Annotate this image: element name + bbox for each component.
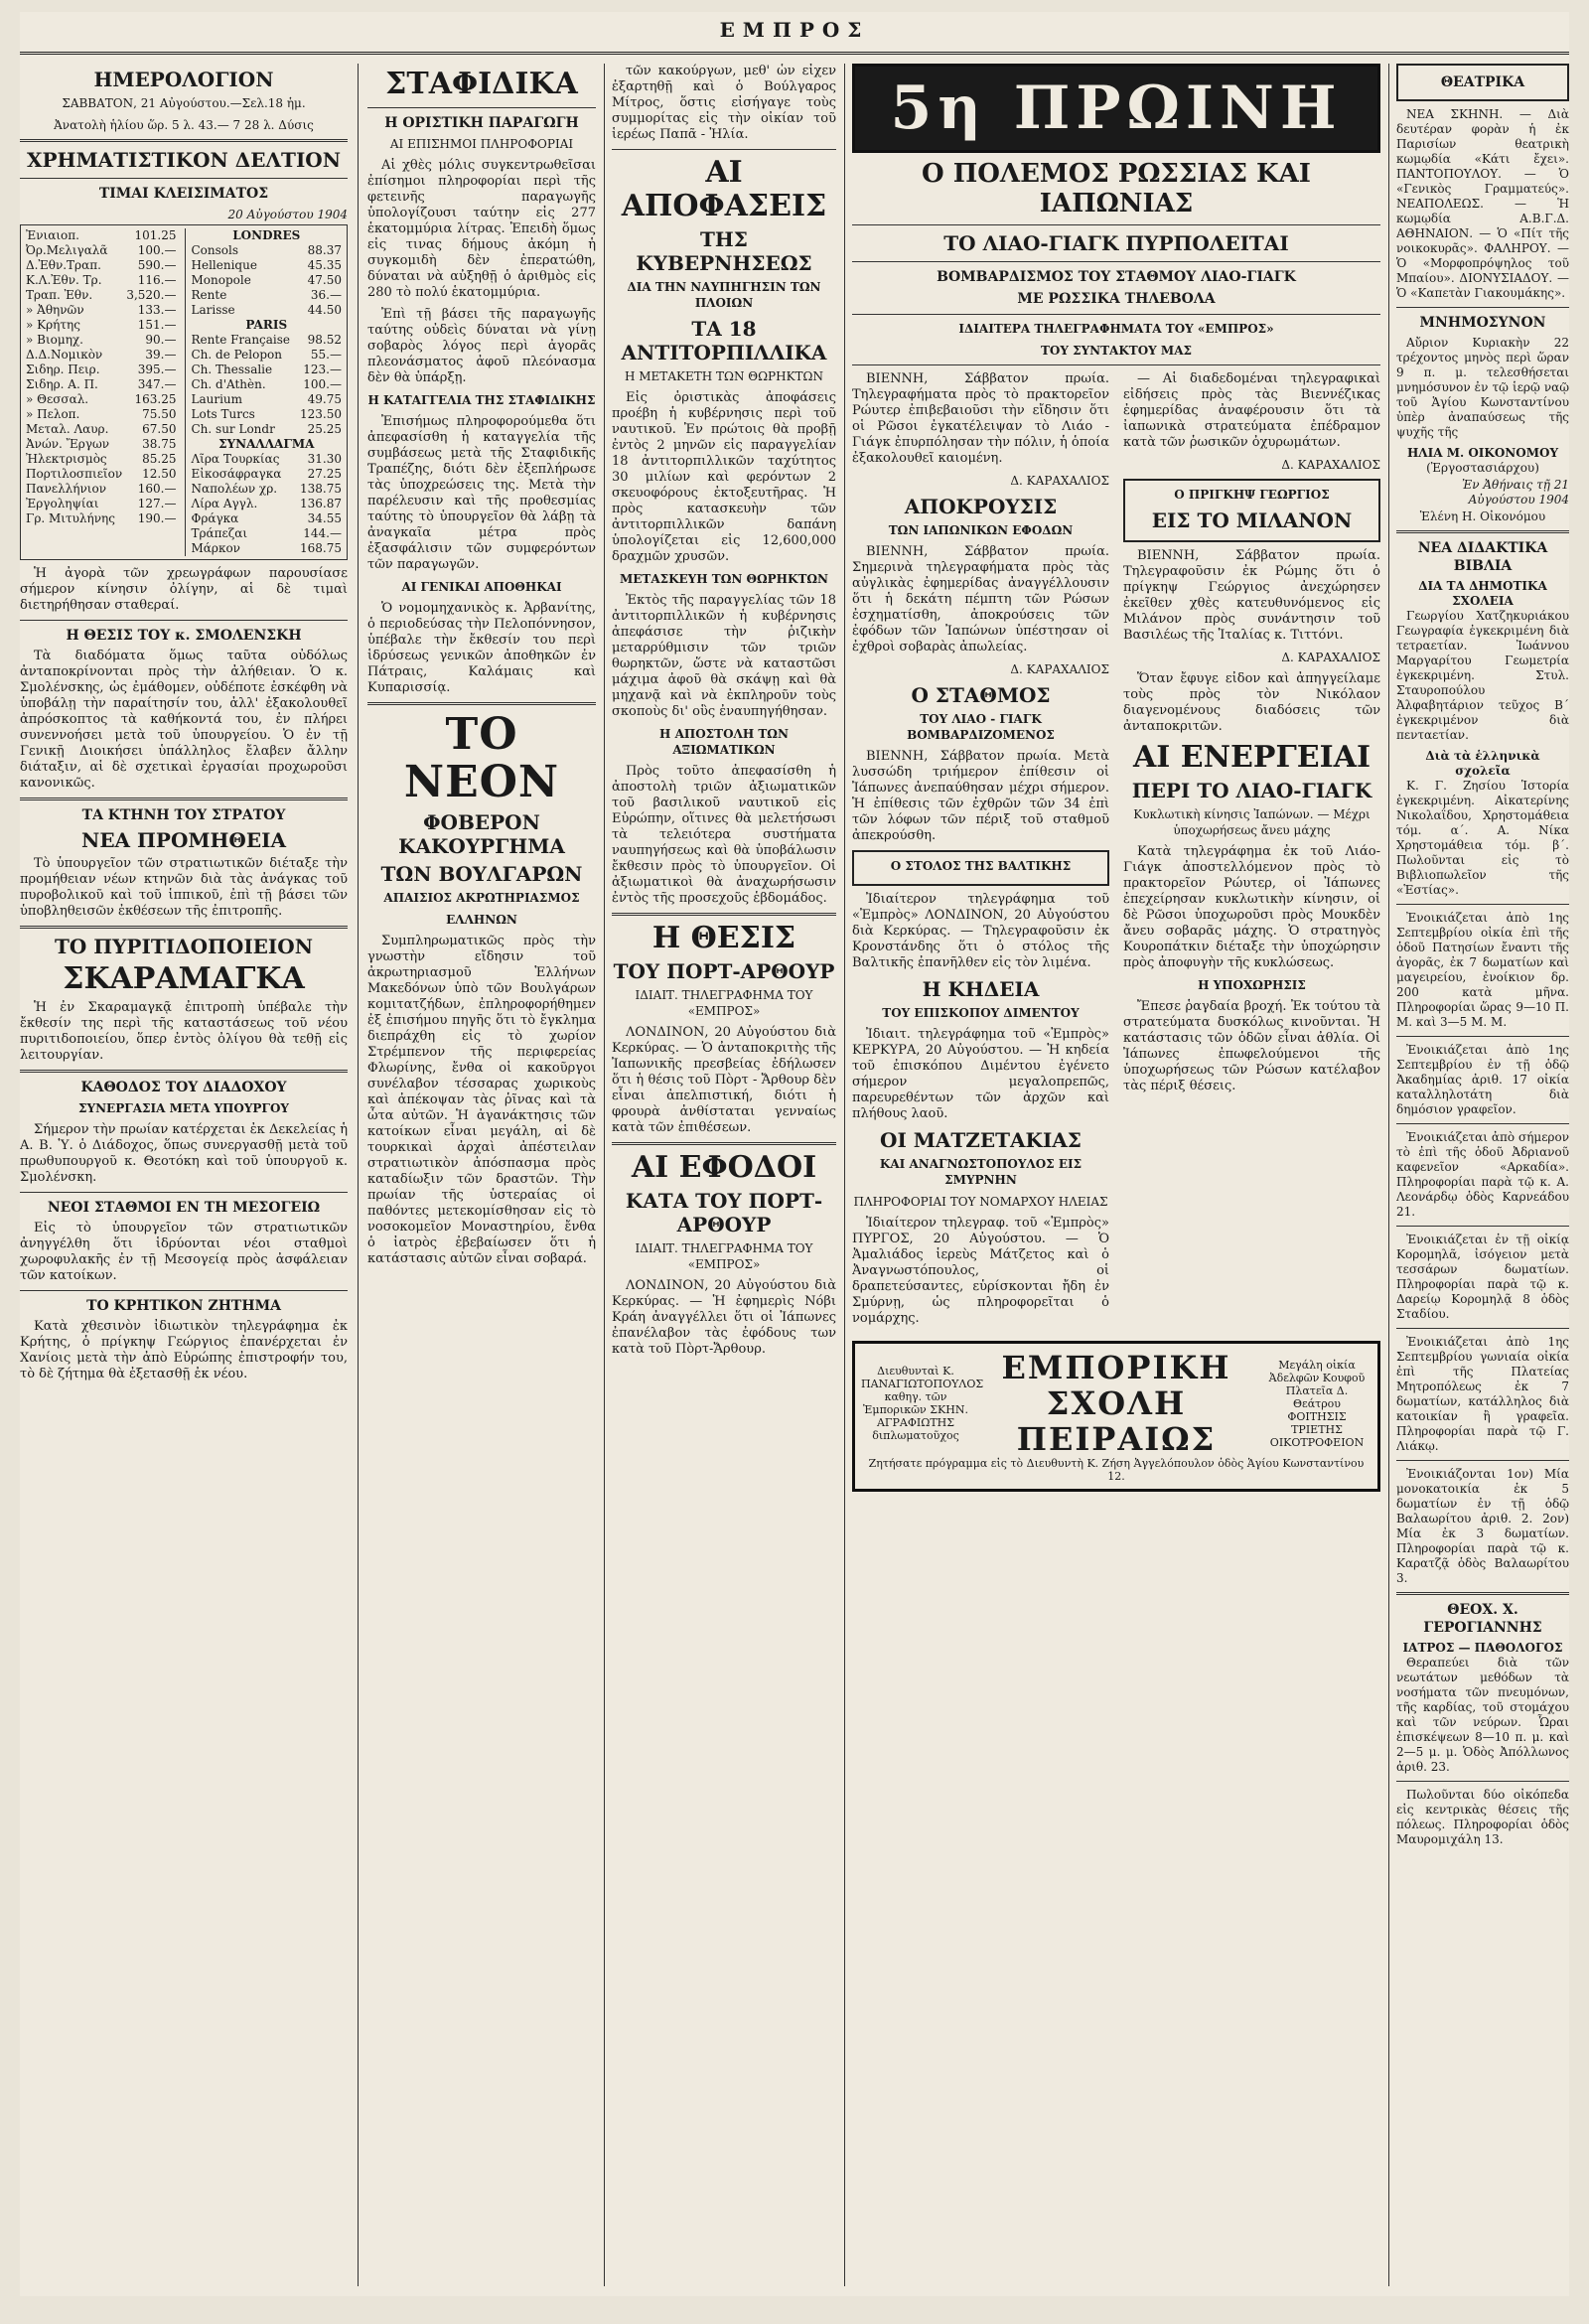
rate-row (24, 273, 179, 288)
rate-label: Σιδηρ. Α. Π. (26, 377, 98, 391)
rate-row (190, 407, 345, 422)
article-body: τῶν κακούργων, μεθ' ὧν εἶχεν ἐξαρτηθῇ καὶ ὁ Βούλγαρος Μίτρος, ὅστις εἰσήγαγε τοὺς συμμορίτας εἰς τὴν οἰκίαν τοῦ ἱερέως Παπᾶ - Ἠλία. (612, 64, 836, 142)
rate-label: Consols (191, 243, 239, 257)
article-subtitle: ΑΙ ΕΠΙΣΗΜΟΙ ΠΛΗΡΟΦΟΡΙΑΙ (389, 137, 574, 151)
column-divider (844, 64, 845, 2286)
rate-label: Πανελλήνιον (26, 482, 106, 496)
rate-value: 168.75 (300, 541, 342, 555)
article-body: Ἔπεσε ῥαγδαία βροχή. Ἐκ τούτου τὰ στρατεύματα δυσκόλως κινοῦνται. Ἡ κατάστασις τῶν ὁδῶν εἶναι ἀθλία. Οἱ Ἰάπωνες ἐπωφελούμενοι τῆς ὑποχωρήσεως τῶν Ρώσων κατέλαβον τὰς πέριξ θέσεις. (1123, 999, 1380, 1093)
rate-label: PARIS (245, 318, 288, 332)
headline-sub: ΤΟ ΛΙΑΟ-ΓΙΑΓΚ ΠΥΡΠΟΛΕΙΤΑΙ (943, 231, 1289, 255)
article-subtitle: ΣΥΝΕΡΓΑΣΙΑ ΜΕΤΑ ΥΠΟΥΡΓΟΥ (78, 1101, 289, 1115)
rate-value: 88.37 (307, 243, 342, 257)
divider (20, 1070, 348, 1073)
doctor-title: ΙΑΤΡΟΣ — ΠΑΘΟΛΟΓΟΣ (1402, 1641, 1563, 1655)
article-title: ΑΙ ΕΦΟΔΟΙ (631, 1150, 817, 1185)
rate-label: Laurium (191, 392, 243, 406)
rate-label: ΣΥΝΑΛΛΑΓΜΑ (218, 437, 315, 451)
article-subtitle: ΑΠΑΙΣΙΟΣ ΑΚΡΩΤΗΡΙΑΣΜΟΣ (383, 891, 580, 905)
ad-city: ΠΕΙΡΑΙΩΣ (1016, 1420, 1217, 1458)
rate-label: Σιδηρ. Πειρ. (26, 363, 100, 376)
article-body: Ἰδιαιτ. τηλεγράφημα τοῦ «Ἐμπρὸς» ΚΕΡΚΥΡΑ, 20 Αὐγούστου. — Ἡ κηδεία τοῦ ἐπισκόπου Διμέντου ἐγένετο σήμερον μεγαλοπρεπῶς, παρευρεθέντων τῶν ἀρχῶν καὶ πλήθους λαοῦ. (852, 1027, 1109, 1121)
article-title: ΤΩΝ ΒΟΥΛΓΑΡΩΝ (380, 862, 583, 886)
article-subtitle: Η ΟΡΙΣΤΙΚΗ ΠΑΡΑΓΩΓΗ (384, 115, 579, 131)
rate-label: » Κρήτης (26, 318, 80, 332)
article-title: ΑΙ ΑΠΟΦΑΣΕΙΣ (621, 155, 827, 223)
rate-row (190, 541, 345, 556)
rate-row (190, 363, 345, 377)
rate-row (190, 243, 345, 258)
article-title: ΤΟ ΝΕΟΝ (403, 709, 560, 807)
news-left (852, 371, 1109, 1333)
rate-label: Ὀρ.Μελιγαλᾶ (26, 243, 108, 257)
rate-label: Τράπεζαι (191, 526, 248, 540)
memorial-sub: (Ἐργοστασιάρχου) (1426, 461, 1539, 475)
ad-footer: Ζητήσατε πρόγραμμα εἰς τὸ Διευθυντὴ Κ. Ζήση Ἀγγελόπουλον ὁδὸς Ἁγίου Κωνσταντίνου 12. (868, 1457, 1365, 1483)
divider (1396, 1328, 1569, 1329)
rate-label: » Πελοπ. (26, 407, 80, 421)
divider (612, 149, 836, 150)
rate-label: Δ.Ἐθν.Τραπ. (26, 258, 101, 272)
rate-label: Λῖρα Τουρκίας (191, 452, 280, 466)
divider (1396, 904, 1569, 905)
memorial-signature: Ἑλένη Η. Οἰκονόμου (1419, 509, 1546, 523)
doctor-name: ΘΕΟΧ. Χ. ΓΕΡΟΓΙΑΝΝΗΣ (1423, 1602, 1542, 1636)
rate-value: 75.50 (142, 407, 177, 421)
rate-row (190, 333, 345, 348)
article-subtitle: ΙΔΙΑΙΤ. ΤΗΛΕΓΡΑΦΗΜΑ ΤΟΥ «ΕΜΠΡΟΣ» (635, 988, 813, 1018)
article-body: Σήμερον τὴν πρωίαν κατέρχεται ἐκ Δεκελείας ἡ Α. Β. Ὑ. ὁ Διάδοχος, ὅπως συνεργασθῇ μετὰ τοῦ πρωθυπουργοῦ κ. Θεοτόκη καὶ τοῦ ὑπουργοῦ κ. Σμολένσκη. (20, 1122, 348, 1185)
rate-label: Ch. sur Londr (191, 422, 275, 436)
article-subtitle: ΣΚΑΡΑΜΑΓΚΑ (63, 961, 305, 996)
rate-value: 85.25 (142, 452, 177, 466)
rate-label: Λίρα Αγγλ. (191, 497, 258, 510)
headline: Ο ΠΟΛΕΜΟΣ ΡΩΣΣΙΑΣ ΚΑΙ ΙΑΠΩΝΙΑΣ (922, 159, 1311, 218)
rate-row (24, 363, 179, 377)
article-title: ΤΟ ΠΥΡΙΤΙΔΟΠΟΙΕΙΟΝ (55, 935, 313, 958)
divider (20, 1290, 348, 1291)
rate-value: 127.— (137, 497, 177, 510)
article-subtitle: ΝΕΑ ΠΡΟΜΗΘΕΙΑ (81, 828, 286, 852)
article-title: ΤΟ ΚΡΗΤΙΚΟΝ ΖΗΤΗΜΑ (86, 1298, 281, 1314)
rate-label: » Θεσσαλ. (26, 392, 89, 406)
column-1 (20, 64, 348, 2286)
classified-ad: Ἐνοικιάζεται ἀπὸ 1ης Σεπτεμβρίου ἐν τῇ ὁδῷ Ἀκαδημίας ἀριθ. 17 οἰκία καταλληλοτάτη διὰ δημόσιον γραφεῖον. (1396, 1043, 1569, 1116)
prices-date: 20 Αὐγούστου 1904 (227, 208, 348, 221)
article-body: Κατὰ τηλεγράφημα ἐκ τοῦ Λιάο-Γιάγκ ἀποστελλόμενον πρὸς τὸ πρακτορεῖον Ρώυτερ, οἱ Ἰάπωνες ἐπεχείρησαν κυκλωτικὴν κίνησιν, οἱ δὲ Ρῶσοι ὑποχωροῦσι πρὸς Μουκδὲν ἄνευ σοβαρᾶς μάχης. Ὁ στρατηγὸς Κουροπάτκιν διέταξε τὴν ὑποχώρησιν πρὸς ἀποφυγὴν τῆς κυκλώσεως. (1123, 844, 1380, 970)
divider (1396, 1460, 1569, 1461)
article-subtitle: ΚΑΙ ΑΝΑΓΝΩΣΤΟΠΟΥΛΟΣ ΕΙΣ ΣΜΥΡΝΗΝ (879, 1157, 1083, 1187)
rate-row (24, 452, 179, 467)
rate-row (24, 288, 179, 303)
rate-row (190, 526, 345, 541)
rate-value: 55.— (310, 348, 342, 362)
rate-value: 395.— (137, 363, 177, 376)
rate-row (190, 228, 345, 243)
rate-row (190, 482, 345, 497)
rate-label: Rente Française (191, 333, 291, 347)
divider (20, 178, 348, 179)
rate-value: 163.25 (134, 392, 177, 406)
column-3 (612, 64, 836, 2286)
article-subtitle: Κυκλωτικὴ κίνησις Ἰαπώνων. — Μέχρι ὑποχωρήσεως ἄνευ μάχης (1133, 807, 1371, 837)
rate-row (24, 348, 179, 363)
rate-value: 98.52 (307, 333, 342, 347)
article-subtitle: ΤΟΥ ΕΠΙΣΚΟΠΟΥ ΔΙΜΕΝΤΟΥ (882, 1006, 1080, 1020)
divider (1396, 1226, 1569, 1227)
rate-value: 160.— (137, 482, 177, 496)
article-title: ΟΙ ΜΑΤΖΕΤΑΚΙΑΣ (880, 1128, 1082, 1152)
rate-row (190, 437, 345, 452)
rate-value: 590.— (137, 258, 177, 272)
column-divider (1388, 64, 1389, 2286)
article-title: ΕΙΣ ΤΟ ΜΙΛΑΝΟΝ (1151, 508, 1353, 532)
rate-row (190, 377, 345, 392)
article-title: Ο ΣΤΟΛΟΣ ΤΗΣ ΒΑΛΤΙΚΗΣ (890, 859, 1072, 873)
article-title: Ο ΠΡΙΓΚΗΨ ΓΕΩΡΓΙΟΣ (1174, 488, 1330, 502)
rate-row (190, 318, 345, 333)
article-body: Ἐκτὸς τῆς παραγγελίας τῶν 18 ἀντιτορπιλλικῶν ἡ κυβέρνησις ἀπεφάσισε τὴν ῥιζικὴν μεταρρύθμισιν τῶν τριῶν θωρηκτῶν, ὥστε νὰ καταστῶσι μάχιμα ἀφοῦ θὰ σκάψῃ καὶ θὰ μηχανᾷ καὶ νὰ ἐκπληροῦν τοὺς σκοποὺς δι' οὓς ἐναυπηγήθησαν. (612, 593, 836, 719)
rate-label: » Βιομηχ. (26, 333, 83, 347)
article-body: Τὰ διαδόματα ὅμως ταῦτα οὐδόλως ἀνταποκρίνονται πρὸς τὴν ἀλήθειαν. Ὁ κ. Σμολένσκης, ὡς ἐμάθομεν, οὐδέποτε ἐσκέφθη νὰ ὑποβάλῃ τὴν παραίτησίν του, ἀλλ' ἐξακολουθεῖ ἀπρόσκοπτος τὰ καθήκοντά του, ἐν πλήρει συνεννοήσει μετὰ τοῦ ὑπουργείου. Ὁ ἐν τῇ Γενικῇ Διοικήσει ὑπάλληλος ἔλαβεν ἄλλην διάταξιν, αἱ δὲ σχετικαὶ ἐργασίαι προχωροῦσι κανονικῶς. (20, 649, 348, 791)
rate-value: 25.25 (307, 422, 342, 436)
article-body: Ἐπὶ τῇ βάσει τῆς παραγωγῆς ταύτης οὐδεὶς δύναται νὰ γίνῃ σοβαρὸς λόγος περὶ ἀγορᾶς πλεονάσματος ἀφοῦ πλεόνασμα δὲν θὰ ὑπάρξῃ. (367, 307, 596, 385)
rate-row (24, 497, 179, 511)
signature: Δ. ΚΑΡΑΧΑΛΙΟΣ (1010, 474, 1109, 488)
article-title: ΚΑΘΟΔΟΣ ΤΟΥ ΔΙΑΔΟΧΟΥ (80, 1080, 287, 1095)
rate-value: 12.50 (142, 467, 177, 481)
divider (20, 926, 348, 929)
rate-label: Ch. d'Athèn. (191, 377, 266, 391)
rate-row (24, 228, 179, 243)
article-body: Εἰς ὁριστικὰς ἀποφάσεις προέβη ἡ κυβέρνησις περὶ τοῦ ναυτικοῦ. Ἐν πρώτοις θὰ προβῇ ἐντὸς 2 μηνῶν εἰς παραγγελίαν 18 ἀντιτορπιλλικῶν ταχύτητος 30 μιλίων καὶ φερόντων 2 σκευοφόρους ἐκτοξευτῆρας. Ἡ πρὸς κατασκευὴν τῶν ἀντιτορπιλλικῶν δαπάνη ὑπολογίζεται εἰς 12,600,000 δραχμῶν χρυσῶν. (612, 390, 836, 564)
divider (852, 314, 1380, 315)
rate-label: Lots Turcs (191, 407, 255, 421)
classified-ad: Ἐνοικιάζεται ἐν τῇ οἰκίᾳ Κορομηλᾶ, ἰσόγειον μετὰ τεσσάρων δωματίων. Πληροφορίαι παρὰ τῷ κ. Δαρείῳ Κορομηλᾷ 8 ὁδὸς Σταδίου. (1396, 1233, 1569, 1321)
divider (1396, 1036, 1569, 1037)
ad-directors: Διευθυνταὶ Κ. ΠΑΝΑΓΙΩΤΟΠΟΥΛΟΣ καθηγ. τῶν Ἐμπορικῶν ΣΚΗΝ. ΑΓΡΑΦΙΩΤΗΣ διπλωματοῦχος (861, 1365, 984, 1442)
classified-ad: Πωλοῦνται δύο οἰκόπεδα εἰς κεντρικὰς θέσεις τῆς πόλεως. Πληροφορίαι ὁδὸς Μαυρομιχάλη 13. (1396, 1788, 1569, 1846)
memorial-body: Αὔριον Κυριακὴν 22 τρέχοντος μηνὸς περὶ ὥραν 9 π. μ. τελεσθήσεται μνημόσυνον ἐν τῷ ἱερῷ ναῷ τοῦ Ἁγίου Κωνσταντίνου ὑπὲρ ἀναπαύσεως τῆς ψυχῆς τῆς (1396, 336, 1569, 439)
article-subtitle: Η ΜΕΤΑΚΕΤΗ ΤΩΝ ΘΩΡΗΚΤΩΝ (624, 369, 823, 383)
rate-row (190, 422, 345, 437)
article-subtitle: Η ΥΠΟΧΩΡΗΣΙΣ (1198, 978, 1306, 992)
rate-value: 39.— (145, 348, 177, 362)
rate-value: 45.35 (307, 258, 342, 272)
rate-row (190, 303, 345, 318)
rate-label: Γρ. Μιτυλήνης (26, 511, 115, 525)
column-divider (604, 64, 605, 2286)
rate-value: 123.— (303, 363, 342, 376)
rate-value: 101.25 (134, 228, 177, 242)
headline-sub: ΜΕ ΡΩΣΣΙΚΑ ΤΗΛΕΒΟΛΑ (1017, 291, 1216, 307)
rate-value: 3,520.— (126, 288, 177, 302)
rate-row (24, 258, 179, 273)
article-title: ΤΑ ΚΤΗΝΗ ΤΟΥ ΣΤΡΑΤΟΥ (81, 807, 286, 823)
article-title: Η ΚΗΔΕΙΑ (922, 977, 1040, 1001)
article-body: Τὸ ὑπουργεῖον τῶν στρατιωτικῶν διέταξε τὴν προμήθειαν νέων κτηνῶν διὰ τὰς ἀνάγκας τοῦ πυροβολικοῦ καὶ τοῦ ἱππικοῦ, ἐπὶ τῇ βάσει τῶν ὑποβληθεισῶν ἐκθέσεων τῆς ἐπιτροπῆς. (20, 856, 348, 919)
rate-label: Εἰκοσάφραγκα (191, 467, 282, 481)
calendar-line: Ἀνατολὴ ἡλίου ὥρ. 5 λ. 43.— 7 28 λ. Δύσις (54, 118, 314, 132)
article-title: ΤΟΥ ΠΟΡΤ-ΑΡΘΟΥΡ (613, 959, 835, 983)
ad-main (976, 1350, 1256, 1457)
rate-row (24, 243, 179, 258)
divider (612, 913, 836, 916)
school-advertisement (852, 1341, 1380, 1492)
books-body: Κ. Γ. Ζησίου Ἱστορία ἐγκεκριμένη. Αἰκατερίνης Νικολαΐδου, Χρηστομάθεια τόμ. α΄. Α. Νίκα Χρηστομάθεια τόμ. β΄. Πωλοῦνται εἰς τὸ Βιβλιοπωλεῖον τῆς «Ἑστίας». (1396, 779, 1569, 897)
rate-value: 49.75 (307, 392, 342, 406)
rate-row (24, 467, 179, 482)
memorial-name: ΗΛΙΑ Μ. ΟΙΚΟΝΟΜΟΥ (1406, 446, 1559, 460)
rate-value: 133.— (137, 303, 177, 317)
rates-left (24, 228, 179, 526)
classified-ad: Ἐνοικιάζεται ἀπὸ 1ης Σεπτεμβρίου γωνιαία οἰκία ἐπὶ τῆς Πλατείας Μητροπόλεως ἐκ 7 δωματίων, κατάλληλος διὰ κατοικίαν ἢ γραφεῖα. Πληροφορίαι παρὰ τῷ Γ. Λιάκῳ. (1396, 1335, 1569, 1453)
article-subtitle: ΠΛΗΡΟΦΟΡΙΑΙ ΤΟΥ ΝΟΜΑΡΧΟΥ ΗΛΕΙΑΣ (853, 1195, 1108, 1209)
rate-label: Δ.Δ.Νομικὸν (26, 348, 103, 362)
article-subtitle: ΔΙΑ ΤΗΝ ΝΑΥΠΗΓΗΣΙΝ ΤΩΝ ΠΛΟΙΩΝ (627, 280, 821, 310)
ad-row (861, 1350, 1372, 1457)
rate-label: Ἠλεκτρισμὸς (26, 452, 107, 466)
prices-title: ΤΙΜΑΙ ΚΛΕΙΣΙΜΑΤΟΣ (98, 186, 269, 202)
theatre-body: ΝΕΑ ΣΚΗΝΗ. — Διὰ δευτέραν φορὰν ἡ ἐκ Παρισίων θεατρικὴ κωμῳδία «Κάτι ἔχει». ΠΑΝΤΟΠΟΥΛΟΥ. — Ὁ «Γενικὸς Γραμματεύς». ΝΕΑΠΟΛΕΩΣ. — Ἡ κωμῳδία Α.Β.Γ.Δ. ΑΘΗΝΑΙΟΝ. — Ὁ «Πίτ τῆς νοικοκυρᾶς». ΦΑΛΗΡΟΥ. — Ὁ «Μορφοπρόψηλος τοῦ Μπαίου». ΔΙΟΝΥΣΙΑΔΟΥ. — Ὁ «Καπετὰν Γιακουμάκης». (1396, 107, 1569, 300)
article-subtitle: Η ΚΑΤΑΓΓΕΛΙΑ ΤΗΣ ΣΤΑΦΙΔΙΚΗΣ (367, 393, 596, 407)
rate-row (190, 348, 345, 363)
article-title: ΑΙ ΕΝΕΡΓΕΙΑΙ (1133, 740, 1371, 775)
doctor-body: Θεραπεύει διὰ τῶν νεωτάτων μεθόδων τὰ νοσήματα τῶν πνευμόνων, τῆς καρδίας, τοῦ στομάχου καὶ τῶν νεύρων. Ὧραι ἐπισκέψεων 8—10 π. μ. καὶ 2—5 μ. μ. Ὁδὸς Ἀπόλλωνος ἀριθ. 23. (1396, 1656, 1569, 1774)
article-body: ΛΟΝΔΙΝΟΝ, 20 Αὐγούστου διὰ Κερκύρας. — Ὁ ἀνταποκριτὴς τῆς Ἰαπωνικῆς πρεσβείας ἐδήλωσεν ὅτι ἡ θέσις τοῦ Πὸρτ - Ἄρθουρ δὲν εἶναι ἀπελπιστική, διότι ἡ φρουρὰ ἀνθίσταται γενναίως κατὰ τῶν ἐπιθέσεων. (612, 1025, 836, 1135)
rate-row (24, 392, 179, 407)
classified-ad: Ἐνοικιάζεται ἀπὸ 1ης Σεπτεμβρίου οἰκία ἐπὶ τῆς ὁδοῦ Πατησίων ἔναντι τῆς ἀγορᾶς, ἐκ 7 δωματίων καὶ μαγειρείου, ἐνοίκιον δρ. 200 κατὰ μῆνα. Πληροφορίαι ὥρας 9—10 Π. Μ. καὶ 3—5 Μ. Μ. (1396, 911, 1569, 1029)
article-body: Εἰς τὸ ὑπουργεῖον τῶν στρατιωτικῶν ἀνηγγέλθη ὅτι ἱδρύονται νέοι σταθμοὶ χωροφυλακῆς ἐν τῇ Μεσογείᾳ πρὸς ἀσφάλειαν τῶν κατοίκων. (20, 1221, 348, 1283)
rate-row (190, 497, 345, 511)
article-title: Η ΘΕΣΙΣ (651, 921, 796, 955)
rate-row (190, 288, 345, 303)
rate-value: 27.25 (307, 467, 342, 481)
article-title: ΣΤΑΦΙΔΙΚΑ (385, 67, 578, 101)
article-body: Αἱ χθὲς μόλις συγκεντρωθεῖσαι ἐπίσημοι πληροφορίαι περὶ τῆς φετεινῆς παραγωγῆς ὑπολογίζουσι ταύτην εἰς 277 ἑκατομμύρια λίτρας. Ἐπειδὴ ὅμως εἰς τινας δήμους ἀκόμη ἡ συγκομιδὴ δὲν ἐπερατώθη, δύναται νὰ αὐξηθῇ ὁ ἀριθμὸς εἰς 280 τὸ πολύ ἑκατομμύρια. (367, 158, 596, 300)
headline-sub: ΙΔΙΑΙΤΕΡΑ ΤΗΛΕΓΡΑΦΗΜΑΤΑ ΤΟΥ «ΕΜΠΡΟΣ» (958, 322, 1274, 336)
books-subtitle: ΔΙΑ ΤΑ ΔΗΜΟΤΙΚΑ ΣΧΟΛΕΙΑ (1418, 579, 1547, 608)
rate-row (190, 452, 345, 467)
rate-label: Larisse (191, 303, 235, 317)
article-title: Ο ΣΤΑΘΜΟΣ (911, 683, 1051, 707)
rate-row (190, 511, 345, 526)
column-2 (367, 64, 596, 2286)
divider (20, 139, 348, 142)
article-subtitle: ΜΕΤΑΣΚΕΥΗ ΤΩΝ ΘΩΡΗΚΤΩΝ (619, 572, 829, 586)
article-body: Πρὸς τοῦτο ἀπεφασίσθη ἡ ἀποστολὴ τριῶν ἀξιωματικῶν τοῦ βασιλικοῦ ναυτικοῦ εἰς Εὐρώπην, οἵτινες θὰ μελετήσωσι τὰ τελειότερα συστήματα ναυπηγήσεως καὶ θὰ ὑποβάλωσιν ἔκθεσιν πρὸς τὸ ὑπουργεῖον. Οἱ ἀξιωματικοὶ θὰ ἀναχωρήσωσιν ἐντὸς τῆς προσεχοῦς ἑβδομάδος. (612, 764, 836, 906)
article-subtitle: ΙΔΙΑΙΤ. ΤΗΛΕΓΡΑΦΗΜΑ ΤΟΥ «ΕΜΠΡΟΣ» (635, 1241, 813, 1271)
article-body: Κατὰ χθεσινὸν ἰδιωτικὸν τηλεγράφημα ἐκ Κρήτης, ὁ πρίγκηψ Γεώργιος ἐπανέρχεται ἐν Χανίοις μετὰ τὴν ἀπὸ Εὐρώπης ἐπιστροφήν του, τὸ δὲ ζήτημα θὰ ἐξετασθῇ ἐκ νέου. (20, 1319, 348, 1381)
article-body: ΒΙΕΝΝΗ, Σάββατον πρωία. Τηλεγραφοῦσιν ἐκ Ρώμης ὅτι ὁ πρίγκηψ Γεώργιος ἀνεχώρησεν ἐκεῖθεν χθὲς κατευθυνόμενος εἰς Μιλάνον πρὸς συνάντησιν τοῦ Βασιλέως τῆς Ἰταλίας κ. Τιττόνι. (1123, 548, 1380, 643)
signature: Δ. ΚΑΡΑΧΑΛΙΟΣ (1010, 662, 1109, 676)
divider (852, 364, 1380, 365)
headline-sub: ΤΟΥ ΣΥΝΤΑΚΤΟΥ ΜΑΣ (1040, 344, 1193, 358)
article-body: Συμπληρωματικῶς πρὸς τὴν γνωστὴν εἴδησιν τοῦ ἀκρωτηριασμοῦ Ἑλλήνων Μακεδόνων ὑπὸ τῶν Βουλγάρων κομιτατζήδων, ἐπληροφορήθημεν ἐξ ἐπισήμου πηγῆς ὅτι τὸ ἔγκλημα διεπράχθη εἰς τὸ χωρίον Στρέμπενον τῆς περιφερείας Φλωρίνης, ἔνθα οἱ κακοῦργοι συνέλαβον τέσσαρας χωρικοὺς καὶ ἀπέκοψαν τὰς ῥῖνας καὶ τὰ ὦτα αὐτῶν. Ἡ ἀγανάκτησις τῶν κατοίκων εἶναι μεγάλη, αἱ δὲ τουρκικαὶ ἀρχαὶ ἀπέστειλαν στρατιωτικὸν ἀπόσπασμα πρὸς καταδίωξιν τῶν δραστῶν. Τὴν πρωίαν τῆς ὑστεραίας οἱ παθόντες μετεκομίσθησαν εἰς τὸ νοσοκομεῖον Μοναστηρίου, ἔνθα ὁ ἰατρὸς ἐβεβαίωσεν ὅτι ἡ κατάστασις αὐτῶν εἶναι σοβαρά. (367, 934, 596, 1266)
headline-sub: ΒΟΜΒΑΡΔΙΣΜΟΣ ΤΟΥ ΣΤΑΘΜΟΥ ΛΙΑΟ-ΓΙΑΓΚ (937, 269, 1296, 285)
rate-row (24, 377, 179, 392)
rate-label: Τραπ. Ἐθν. (26, 288, 93, 302)
masthead-title: ΕΜΠΡΟΣ (719, 18, 870, 42)
article-body: Ἡ ἐν Σκαραμαγκᾷ ἐπιτροπὴ ὑπέβαλε τὴν ἔκθεσίν της περὶ τῆς καταστάσεως τοῦ νέου πυριτιδοποιείου, ὅπερ ἐντὸς ὀλίγου θὰ τεθῇ εἰς λειτουργίαν. (20, 1000, 348, 1063)
memorial-date: Ἐν Ἀθήναις τῇ 21 Αὐγούστου 1904 (1462, 478, 1569, 507)
divider (1396, 530, 1569, 533)
rate-value: 36.— (310, 288, 342, 302)
rate-row (190, 392, 345, 407)
rate-label: » Ἀθηνῶν (26, 303, 84, 317)
article-body: Ἰδιαίτερον τηλεγραφ. τοῦ «Ἐμπρὸς» ΠΥΡΓΟΣ, 20 Αὐγούστου. — Ὁ Ἀμαλιάδος ἱερεὺς Μάτζετος καὶ ὁ Ἀναγνωστόπουλος, οἱ δραπετεύσαντες, εὑρίσκονται ἤδη ἐν Σμύρνῃ, ὡς πληροφορεῖται ὁ νομάρχης. (852, 1216, 1109, 1326)
rate-value: 144.— (303, 526, 342, 540)
rate-row (24, 482, 179, 497)
rate-value: 151.— (137, 318, 177, 332)
article-box (1123, 479, 1380, 542)
divider (367, 107, 596, 108)
rate-value: 123.50 (300, 407, 342, 421)
rates-table (20, 224, 348, 560)
rate-label: Κ.Λ.Ἐθν. Τρ. (26, 273, 102, 287)
memorial-title: ΜΝΗΜΟΣΥΝΟΝ (1419, 315, 1546, 331)
rate-row (24, 303, 179, 318)
article-body: ΒΙΕΝΝΗ, Σάββατον πρωία. Σημερινὰ τηλεγραφήματα πρὸς τὰς αὐγλικὰς ἐφημερίδας ἀναγγέλλουσιν ὅτι ἡ δεκάτη πέμπτη τῶν Ρώσων ἐσχηματίσθη, ἀποκρούσεις τῶν ἐφόδων τῶν Ἰαπώνων ὑπέστησαν οἱ ἐχθροὶ σοβαρὰς ἀπωλείας. (852, 544, 1109, 654)
rates-text: Ἡ ἀγορὰ τῶν χρεωγράφων παρουσίασε σήμερον κίνησιν ὀλίγην, αἱ δὲ τιμαὶ διετηρήθησαν σταθεραί. (20, 566, 348, 613)
rate-row (190, 467, 345, 482)
rate-value: 67.50 (142, 422, 177, 436)
article-title: ΦΟΒΕΡΟΝ ΚΑΚΟΥΡΓΗΜΑ (398, 810, 565, 858)
article-title: ΠΕΡΙ ΤΟ ΛΙΑΟ-ΓΙΑΓΚ (1131, 779, 1372, 802)
article-title: ΚΑΤΑ ΤΟΥ ΠΟΡΤ-ΑΡΘΟΥΡ (625, 1189, 823, 1236)
signature: Δ. ΚΑΡΑΧΑΛΙΟΣ (1281, 458, 1380, 472)
books-title: ΝΕΑ ΔΙΔΑΚΤΙΚΑ ΒΙΒΛΙΑ (1417, 540, 1548, 574)
article-body: ΒΙΕΝΝΗ, Σάββατον πρωία. Τηλεγραφήματα πρὸς τὸ πρακτορεῖον Ρώυτερ ἐπιβεβαιοῦσι τὴν εἴδησιν ὅτι οἱ Ρῶσοι ἐγκατέλειψαν τὸ Λιάο - Γιάγκ ἐπυρπόλησαν τὴν πόλιν, ἡ ὁποία ἐξακολουθεῖ καιομένη. (852, 371, 1109, 466)
rate-row (24, 422, 179, 437)
rate-label: Μάρκον (191, 541, 240, 555)
news-columns (852, 371, 1380, 1333)
calendar-line: ΣΑΒΒΑΤΟΝ, 21 Αὐγούστου.—Σελ.18 ἡμ. (62, 96, 306, 110)
rates-right (190, 228, 345, 556)
divider (852, 224, 1380, 225)
article-subtitle: ΑΙ ΓΕΝΙΚΑΙ ΑΠΟΘΗΚΑΙ (401, 580, 562, 594)
newspaper-page (20, 12, 1569, 2296)
theatre-title: ΘΕΑΤΡΙΚΑ (1440, 74, 1525, 90)
article-body: Ὅταν ἔφυγε εἰδον καὶ ἀπηγγείλαμε τοὺς πρὸς τὸν Νικόλαον διαγενομένους διαδόσεις τῶν ἀνταποκριτῶν. (1123, 671, 1380, 734)
rate-value: 347.— (137, 377, 177, 391)
rate-value: 34.55 (307, 511, 342, 525)
signature: Δ. ΚΑΡΑΧΑΛΙΟΣ (1281, 651, 1380, 664)
article-body: ΛΟΝΔΙΝΟΝ, 20 Αὐγούστου διὰ Κερκύρας. — Ἡ ἐφημερὶς Νόβι Κράη ἀναγγέλλει ὅτι οἱ Ἰάπωνες ἐπανέλαβον τὰς ἐφόδους των κατὰ τοῦ Πὸρτ-Ἄρθουρ. (612, 1278, 836, 1357)
news-right (1123, 371, 1380, 1333)
divider (1396, 1123, 1569, 1124)
edition-banner: 5η ΠΡΩΙΝΗ (852, 64, 1380, 153)
divider (612, 1142, 836, 1145)
article-title: Η ΘΕΣΙΣ ΤΟΥ κ. ΣΜΟΛΕΝΣΚΗ (66, 628, 302, 644)
rate-value: 44.50 (307, 303, 342, 317)
rate-value: 38.75 (142, 437, 177, 451)
article-title: ΝΕΟΙ ΣΤΑΘΜΟΙ ΕΝ ΤΗ ΜΕΣΟΓΕΙΩ (47, 1200, 321, 1216)
rate-label: Ch. de Pelopon (191, 348, 282, 362)
classified-ad: Ἐνοικιάζονται 1ον) Μία μονοκατοικία ἐκ 5 δωματίων ἐν τῇ ὁδῷ Βαλαωρίτου ἀριθ. 2. 2ον) Μία ἐκ 3 δωματίων. Πληροφορίαι παρὰ τῷ κ. Καρατζᾷ ὁδὸς Βαλαωρίτου 3. (1396, 1467, 1569, 1585)
ad-title: ΕΜΠΟΡΙΚΗ ΣΧΟΛΗ (1001, 1349, 1231, 1422)
article-title: ΤΗΣ ΚΥΒΕΡΝΗΣΕΩΣ (636, 227, 812, 275)
divider (1396, 1781, 1569, 1782)
ad-address: Μεγάλη οἰκία Ἀδελφῶν Κουφοῦ Πλατεῖα Δ. Θεάτρου ΦΟΙΤΗΣΙΣ ΤΡΙΕΤΗΣ ΟΙΚΟΤΡΟΦΕΙΟΝ (1268, 1358, 1366, 1449)
rate-row (24, 511, 179, 526)
column-5 (1396, 64, 1569, 2286)
classified-ad: Ἐνοικιάζεται ἀπὸ σήμερον τὸ ἐπὶ τῆς ὁδοῦ Ἀδριανοῦ καφενεῖον «Αρκαδία». Πληροφορίαι παρὰ τῷ κ. Α. Λεονάρδῳ ὁδὸς Καρνεάδου 21. (1396, 1130, 1569, 1219)
rate-value: 100.— (137, 243, 177, 257)
rate-label: LONDRES (232, 228, 301, 242)
rate-label: Ναπολέων χρ. (191, 482, 278, 496)
rate-value: 138.75 (300, 482, 342, 496)
rate-row (24, 407, 179, 422)
calendar-title: ΗΜΕΡΟΛΟΓΙΟΝ (93, 68, 274, 91)
divider (367, 702, 596, 705)
column-4 (852, 64, 1380, 2286)
divider (20, 620, 348, 621)
divider (20, 1192, 348, 1193)
rate-value: 47.50 (307, 273, 342, 287)
rate-value: 190.— (137, 511, 177, 525)
article-body: Ἐπισήμως πληροφορούμεθα ὅτι ἀπεφασίσθη ἡ καταγγελία τῆς συμβάσεως μετὰ τῆς Σταφιδικῆς Τραπέζης, διότι δὲν ἐξεπλήρωσε τὰς ὑποχρεώσεις της. Μετὰ τὴν παρέλευσιν καὶ τῆς προθεσμίας ταύτης τὸ ὑπουργεῖον θὰ λάβῃ τὰ ἀναγκαῖα μέτρα πρὸς ἐξασφάλισιν τῶν συμφερόντων τῶν παραγωγῶν. (367, 414, 596, 572)
rate-value: 31.30 (307, 452, 342, 466)
article-subtitle: ΤΟΥ ΛΙΑΟ - ΓΙΑΓΚ ΒΟΜΒΑΡΔΙΖΟΜΕΝΟΣ (907, 712, 1055, 742)
rate-label: Πορτιλοσπιεῖον (26, 467, 123, 481)
divider (852, 261, 1380, 262)
article-title: ΤΑ 18 ΑΝΤΙΤΟΡΠΙΛΛΙΚΑ (621, 317, 827, 364)
article-subtitle: ΕΛΛΗΝΩΝ (446, 913, 517, 927)
rate-value: 116.— (137, 273, 177, 287)
article-body: Ἰδιαίτερον τηλεγράφημα τοῦ «Ἐμπρὸς» ΛΟΝΔΙΝΟΝ, 20 Αὐγούστου διὰ Κερκύρας. — Τηλεγραφοῦσιν ἐκ Κρονστάνδης ὅτι ὁ στόλος τῆς Βαλτικῆς ἐπανῆλθεν εἰς τὸν λιμένα. (852, 892, 1109, 970)
article-title: ΑΠΟΚΡΟΥΣΙΣ (904, 495, 1058, 518)
divider (1396, 1592, 1569, 1595)
divider (1396, 307, 1569, 308)
rate-label: Ἐνιαιοπ. (26, 228, 79, 242)
masthead (20, 12, 1569, 55)
rate-row (24, 437, 179, 452)
article-box (852, 850, 1109, 886)
rate-row (24, 318, 179, 333)
article-body: ΒΙΕΝΝΗ, Σάββατον πρωία. Μετὰ λυσσώδη τριήμερον ἐπίθεσιν οἱ Ἰάπωνες ἀνεπαύθησαν μέχρι σήμερον. Ἡ ἐπίθεσις τῶν ἐχθρῶν τῶν 34 ἐπὶ τῶν λόφων τῶν πέριξ τοῦ σταθμοῦ ἀπεκρούσθη. (852, 749, 1109, 843)
rate-row (190, 258, 345, 273)
rate-label: Monopole (191, 273, 251, 287)
rate-value: 90.— (145, 333, 177, 347)
divider (20, 798, 348, 800)
rate-label: Ἀνών. Ἔργων (26, 437, 110, 451)
article-body: — Αἱ διαδεδομέναι τηλεγραφικαὶ εἰδήσεις πρὸς τὰς Βιεννέζικας ἐφημερίδας ἀναφέρουσιν ὅτι τὰ ἰαπωνικὰ στρατεύματα ἐπέδραμον κατὰ τῶν ῥωσικῶν ὀχυρωμάτων. (1123, 371, 1380, 450)
exchange-title: ΧΡΗΜΑΤΙΣΤΙΚΟΝ ΔΕΛΤΙΟΝ (27, 148, 341, 172)
rate-label: Μεταλ. Λαυρ. (26, 422, 109, 436)
theatre-box (1396, 64, 1569, 101)
article-subtitle: ΤΩΝ ΙΑΠΩΝΙΚΩΝ ΕΦΟΔΩΝ (888, 523, 1074, 537)
rate-row (24, 333, 179, 348)
rate-label: Ch. Thessalie (191, 363, 273, 376)
rate-value: 100.— (303, 377, 342, 391)
article-subtitle: Η ΑΠΟΣΤΟΛΗ ΤΩΝ ΑΞΙΩΜΑΤΙΚΩΝ (659, 727, 789, 757)
rate-label: Φράγκα (191, 511, 239, 525)
books-body: Γεωργίου Χατζηκυριάκου Γεωγραφία ἐγκεκριμένη διὰ τετραετίαν. Ἰωάννου Μαργαρίτου Γεωμετρία ἐγκεκριμένη. Στυλ. Σταυροπούλου Ἀλφαβητάριον τεῦχος Β΄ ἐγκεκριμένον διὰ πενταετίαν. (1396, 609, 1569, 742)
rate-label: Rente (191, 288, 227, 302)
column-divider (358, 64, 359, 2286)
rate-value: 136.87 (300, 497, 342, 510)
article-body: Ὁ νομομηχανικὸς κ. Ἀρβανίτης, ὁ περιοδεύσας τὴν Πελοπόννησον, ὑπέβαλε τὴν ἔκθεσίν του περὶ ἱδρύσεως γενικῶν ἀποθηκῶν ἐν Πάτραις, Καλάμαις καὶ Κυπαρισσίᾳ. (367, 601, 596, 695)
rate-label: Hellenique (191, 258, 257, 272)
books-subtitle: Διὰ τὰ ἑλληνικὰ σχολεῖα (1425, 749, 1540, 778)
rate-label: Ἐργοληψίαι (26, 497, 99, 510)
rate-row (190, 273, 345, 288)
